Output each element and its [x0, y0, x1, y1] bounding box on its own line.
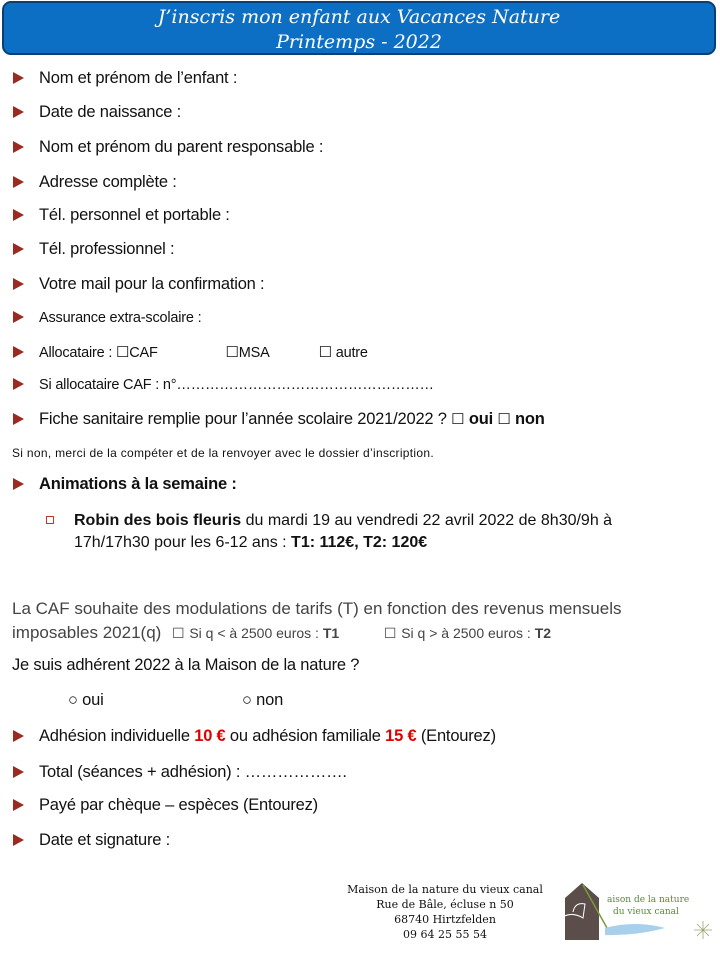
option-t1: Si q < à 2500 euros :	[189, 625, 323, 641]
caf-line-2: imposables 2021(q)	[12, 623, 162, 642]
arrow-bullet-icon	[13, 72, 24, 84]
field-email	[13, 275, 264, 294]
arrow-bullet-icon	[13, 346, 24, 358]
fiche-note: Si non, merci de la compéter et de la renvoyer avec le dossier d’inscription.	[12, 446, 434, 460]
arrow-bullet-icon	[13, 141, 24, 153]
field-label: Tél. professionnel :	[39, 240, 175, 258]
animations-title: Animations à la semaine :	[39, 475, 237, 493]
caf-line-1: La CAF souhaite des modulations de tarifs (T) en fonction des revenus mensuels	[12, 599, 622, 618]
field-parent-name	[13, 138, 323, 157]
footer-street: Rue de Bâle, écluse n 50	[376, 898, 514, 911]
arrow-bullet-icon	[13, 799, 24, 811]
total-label: Total (séances + adhésion) : ……………….	[39, 763, 347, 781]
field-work-phone	[13, 240, 174, 259]
arrow-bullet-icon	[13, 243, 24, 255]
maison-nature-logo	[555, 880, 720, 942]
arrow-bullet-icon	[13, 278, 24, 290]
field-label: Date de naissance :	[39, 103, 182, 121]
caf-number-label: Si allocataire CAF : n°………………………………………………	[39, 377, 434, 393]
arrow-bullet-icon	[13, 834, 24, 846]
option-caf: CAF	[129, 345, 158, 361]
adherent-question: Je suis adhérent 2022 à la Maison de la nature ?	[12, 656, 360, 674]
title-banner	[2, 1, 716, 55]
field-label: Nom et prénom de l’enfant :	[39, 69, 238, 87]
arrow-bullet-icon	[13, 413, 24, 425]
field-label: Tél. personnel et portable :	[39, 206, 230, 224]
field-address	[13, 173, 177, 192]
footer-city: 68740 Hirtzfelden	[394, 913, 496, 926]
adhesion-text: (Entourez)	[416, 727, 496, 745]
field-total	[13, 763, 347, 782]
animation-title: Robin des bois fleuris	[74, 512, 242, 529]
animation-price: T1: 112€, T2: 120€	[291, 534, 428, 551]
footer-address	[345, 882, 545, 942]
allocataire-label: Allocataire :	[39, 345, 113, 361]
field-label: Votre mail pour la confirmation :	[39, 275, 265, 293]
field-payment	[13, 796, 318, 815]
arrow-bullet-icon	[13, 176, 24, 188]
checkbox-t1[interactable]: ☐	[172, 625, 185, 641]
radio-adherent-non[interactable]: ○ non	[242, 691, 284, 709]
checkbox-msa[interactable]: ☐	[225, 344, 239, 361]
animation-details: du mardi 19 au vendredi 22 avril 2022 de 8h30/9h à 17h/17h30 pour les 6-12 ans :	[74, 512, 613, 551]
t1-label: T1	[322, 625, 340, 641]
field-child-name	[13, 69, 237, 88]
field-label: Assurance extra-scolaire :	[39, 310, 202, 326]
title-line-2: Printemps - 2022	[276, 31, 442, 53]
footer-phone: 09 64 25 55 54	[403, 928, 487, 941]
field-label: Adresse complète :	[39, 173, 177, 191]
footer-org: Maison de la nature du vieux canal	[347, 883, 543, 896]
flower-icon	[694, 921, 712, 939]
adhesion-text: Adhésion individuelle	[39, 727, 195, 745]
checkbox-fiche-oui[interactable]: ☐	[451, 411, 465, 428]
field-adhesion	[13, 727, 496, 746]
arrow-bullet-icon	[13, 106, 24, 118]
signature-label: Date et signature :	[39, 831, 171, 849]
field-signature	[13, 831, 170, 850]
title-line-1: J’inscris mon enfant aux Vacances Nature	[157, 6, 561, 28]
field-phone	[13, 206, 230, 225]
arrow-bullet-icon	[13, 730, 24, 742]
field-allocataire	[13, 343, 368, 361]
animation-item	[46, 510, 686, 554]
arrow-bullet-icon	[13, 378, 24, 390]
field-insurance	[13, 310, 201, 326]
arrow-bullet-icon	[13, 209, 24, 221]
option-msa: MSA	[238, 345, 269, 361]
t2-label: T2	[534, 625, 552, 641]
fiche-label: Fiche sanitaire remplie pour l’année scolaire 2021/2022 ?	[39, 410, 447, 428]
adherent-oui-label: oui	[82, 691, 104, 709]
checkbox-autre[interactable]: ☐	[318, 344, 332, 361]
field-fiche-sanitaire	[13, 410, 545, 429]
water-shape	[605, 924, 665, 935]
adherent-non-label: non	[256, 691, 284, 709]
payment-label: Payé par chèque – espèces (Entourez)	[39, 796, 318, 814]
checkbox-caf[interactable]: ☐	[116, 344, 130, 361]
animations-heading	[13, 475, 237, 494]
square-bullet-icon	[46, 516, 54, 524]
checkbox-fiche-non[interactable]: ☐	[497, 411, 511, 428]
adhesion-text: ou adhésion familiale	[225, 727, 386, 745]
option-t2: Si q > à 2500 euros :	[401, 625, 535, 641]
price-family: 15 €	[385, 727, 417, 745]
caf-modulation	[12, 597, 720, 645]
fiche-non: non	[515, 410, 545, 428]
fiche-oui: oui	[468, 410, 493, 428]
house-shape	[565, 883, 599, 940]
arrow-bullet-icon	[13, 478, 24, 490]
arrow-bullet-icon	[13, 311, 24, 323]
option-autre: autre	[335, 345, 368, 361]
checkbox-t2[interactable]: ☐	[383, 625, 397, 641]
logo-text: aison de la nature	[607, 895, 690, 905]
field-label: Nom et prénom du parent responsable :	[39, 138, 324, 156]
field-birthdate	[13, 103, 181, 122]
field-caf-number	[13, 377, 434, 393]
logo-text: du vieux canal	[613, 907, 679, 917]
radio-adherent-oui[interactable]: ○ oui	[68, 691, 104, 709]
arrow-bullet-icon	[13, 766, 24, 778]
price-individual: 10 €	[194, 727, 226, 745]
